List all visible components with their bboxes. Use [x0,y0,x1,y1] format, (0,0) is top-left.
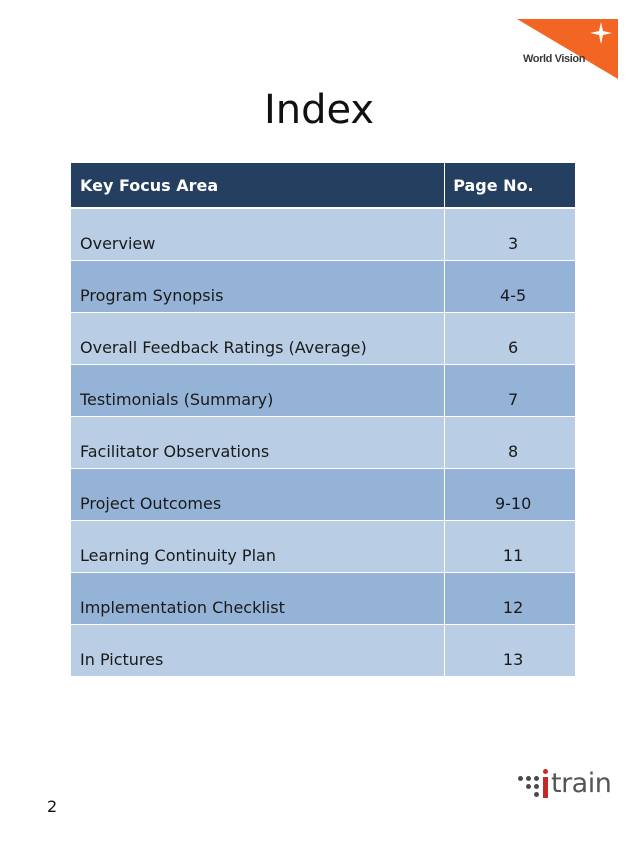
header-page-no: Page No. [445,163,575,208]
row-page: 11 [445,520,575,572]
row-area: Project Outcomes [71,468,445,520]
table-row [71,468,575,520]
world-vision-wordmark: World Vision [523,53,586,65]
table-row [71,260,575,312]
row-area: Facilitator Observations [71,416,445,468]
itrain-wordmark: train [551,768,612,799]
row-page: 4-5 [445,260,575,312]
page-title: Index [263,87,375,133]
table-row [71,312,575,364]
header-key-focus-area: Key Focus Area [71,163,445,208]
row-page: 12 [445,572,575,624]
world-vision-star-icon [517,19,618,81]
page-number: 2 [47,797,58,816]
table-row [71,624,575,676]
row-page: 3 [445,208,575,260]
row-page: 7 [445,364,575,416]
table-row [71,572,575,624]
row-area: Learning Continuity Plan [71,520,445,572]
table-row [71,416,575,468]
row-area: Program Synopsis [71,260,445,312]
row-area: Overall Feedback Ratings (Average) [71,312,445,364]
table-row [71,208,575,260]
dots-icon [518,776,536,794]
world-vision-logo [517,19,618,81]
index-table [71,163,575,677]
table-row [71,364,575,416]
row-area: In Pictures [71,624,445,676]
row-page: 13 [445,624,575,676]
table-row [71,520,575,572]
row-area: Implementation Checklist [71,572,445,624]
row-page: 8 [445,416,575,468]
itrain-logo [518,768,612,804]
itrain-i-icon [543,777,548,798]
row-page: 6 [445,312,575,364]
row-area: Overview [71,208,445,260]
row-area: Testimonials (Summary) [71,364,445,416]
row-page: 9-10 [445,468,575,520]
table-header-row [71,163,575,208]
